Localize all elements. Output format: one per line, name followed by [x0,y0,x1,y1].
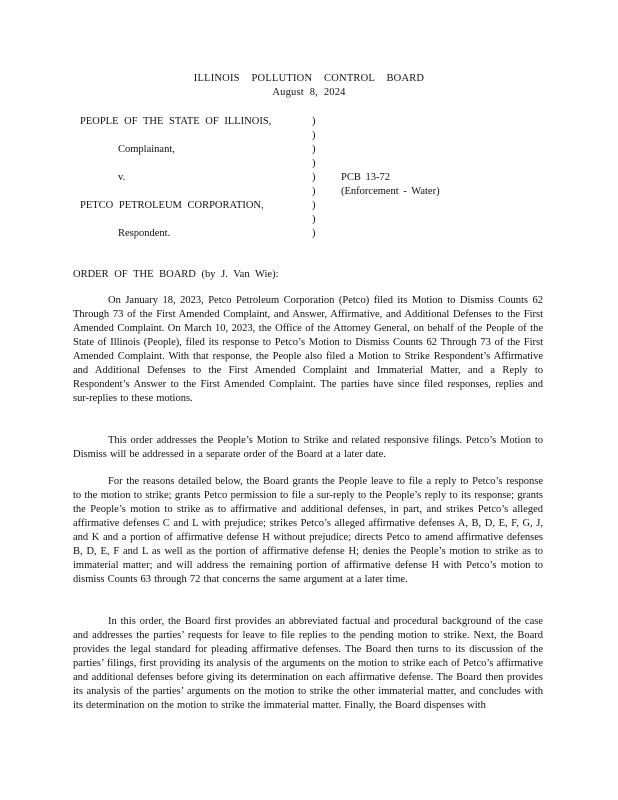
caption-bracket: ) [312,186,316,197]
caption-bracket: ) [312,228,316,239]
caption-bracket: ) [312,214,316,225]
document-date: August 8, 2024 [272,87,346,98]
case-type: (Enforcement - Water) [341,186,440,197]
order-paragraph: On January 18, 2023, Petco Petroleum Corporation (Petco) filed its Motion to Dismiss Counts 62 Through 73 of the First Amended Complaint, and Answer, Affirmative, and Additional Defenses to the First Amended Complaint. On March 10, 2023, the Office of the Attorney General, on behalf of the People of the State of Illinois (People), filed its response to Petco’s Motion to Dismiss Counts 62 Through 73 of the First Amended Complaint. With that response, the People also filed a Motion to Strike Respondent’s Affirmative and Additional Defenses to the First Amended Complaint and Immaterial Matter, and a Reply to Respondent’s Answer to the First Amended Complaint. The parties have since filed responses, replies and sur-replies to these motions. [73,295,543,404]
caption-bracket: ) [312,130,316,141]
defendant-role: Respondent. [118,228,171,239]
order-title: ORDER OF THE BOARD (by J. Van Wie): [73,269,279,280]
caption-bracket: ) [312,144,316,155]
order-paragraph: This order addresses the People’s Motion to Strike and related responsive filings. Petco’s Motion to Dismiss will be addressed in a separate order of the Board at a later date. [73,435,543,460]
versus-label: v. [118,172,126,183]
plaintiff-name: PEOPLE OF THE STATE OF ILLINOIS, [80,116,272,127]
caption-bracket: ) [312,116,316,127]
document-header [0,72,618,100]
case-number: PCB 13-72 [341,172,390,183]
caption-bracket: ) [312,172,316,183]
caption-bracket: ) [312,200,316,211]
agency-name: ILLINOIS POLLUTION CONTROL BOARD [193,73,425,84]
defendant-name: PETCO PETROLEUM CORPORATION, [80,200,264,211]
caption-bracket: ) [312,158,316,169]
order-paragraph: In this order, the Board first provides an abbreviated factual and procedural background of the case and addresses the parties’ requests for leave to file replies to the pending motion to strike. Next, the Board provides the legal standard for pleading affirmative defenses. The Board then turns to its discussion of the parties’ filings, first providing its analysis of the arguments on the motion to strike each of Petco’s affirmative and additional defenses before giving its determination on each affirmative defense. The Board then provides its analysis of the parties’ arguments on the motion to strike the other immaterial matter, and concludes with its determination on the motion to strike the immaterial matter. Finally, the Board dispenses with [73,616,543,711]
plaintiff-role: Complainant, [118,144,175,155]
order-paragraph: For the reasons detailed below, the Board grants the People leave to file a reply to Petco’s response to the motion to strike; grants Petco permission to file a sur-reply to the People’s reply to its response; grants the People’s motion to strike as to affirmative and additional defenses, in part, and strikes Petco’s alleged affirmative defenses C and L with prejudice; strikes Petco’s alleged affirmative defenses A, B, D, E, F, G, J, and K and a portion of affirmative defense H without prejudice; directs Petco to amend affirmative defenses B, D, E, F and L as well as the portion of affirmative defense H; denies the People’s motion to strike as to immaterial matter; and will address the remaining portion of affirmative defense H with Petco’s motion to dismiss Counts 63 through 72 that concerns the same argument at a later time. [73,476,543,585]
case-caption [80,115,560,241]
